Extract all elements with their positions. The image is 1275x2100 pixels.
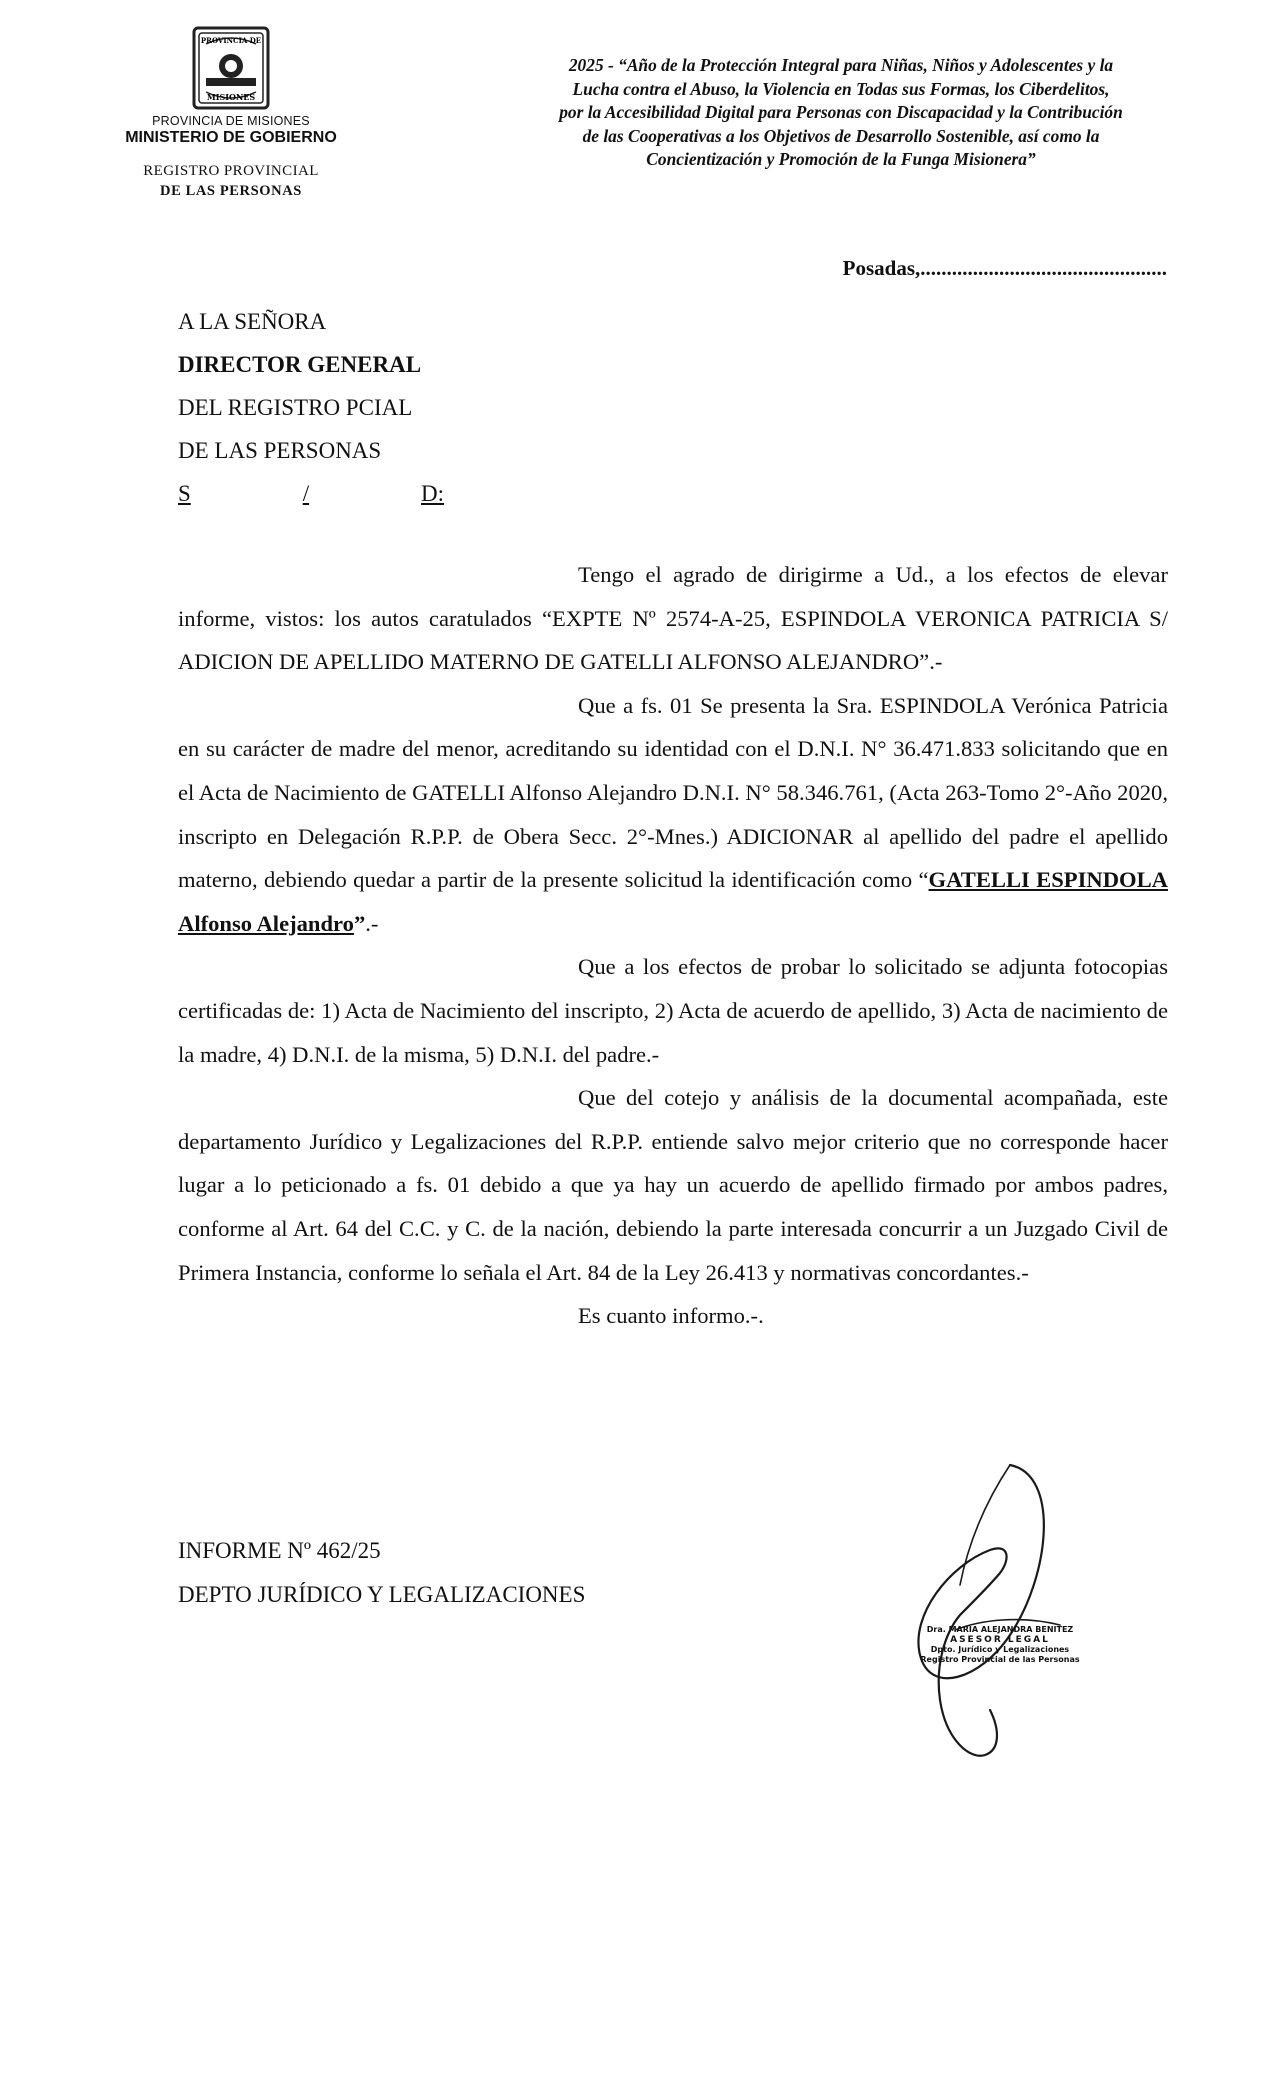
seal-top-text: PROVINCIA DE [200,36,262,45]
report-footer [178,1529,585,1617]
addressee-line: A LA SEÑORA [178,309,327,334]
year-motto [470,54,1212,172]
legal-advisor-stamp [920,1625,1080,1665]
paragraph-intro: Tengo el agrado de dirigirme a Ud., a los efectos de elevar informe, vistos: los autos caratulados “EXPTE Nº 2574-A-25, ESPINDOLA VERONICA PATRICIA S/ ADICION DE APELLIDO MATERNO DE GATELLI ALFONSO ALEJANDRO”.- [178,562,1168,675]
requested-name-text: GATELLI ESPINDOLA Alfonso Alejandro [178,867,1168,936]
paragraph-closing: Es cuanto informo.-. [578,1303,764,1329]
paragraph-request [178,684,1168,946]
province-label: PROVINCIA DE MISIONES [152,114,310,128]
registry-label-2: DE LAS PERSONAS [160,183,302,199]
motto-line: de las Cooperativas a los Objetivos de Desarrollo Sostenible, así como la [582,125,1100,146]
report-body [178,553,1168,1338]
handwritten-signature-icon [860,1455,1100,1775]
sd-s: S [178,481,191,506]
sd-d: D: [421,481,444,506]
stamp-line: Dra. MARIA ALEJANDRA BENITEZ [926,1625,1074,1634]
motto-line: Lucha contra el Abuso, la Violencia en Todas sus Formas, los Ciberdelitos, [572,78,1110,99]
sd-line [178,472,444,515]
request-text: Que a fs. 01 Se presenta la Sra. ESPINDOLA Verónica Patricia en su carácter de madre del menor, acreditando su identidad con el D.N.I. N° 36.471.833 solicitando que en el Acta de Nacimiento de GATELLI Alfonso Alejandro D.N.I. N° 58.346.761, (Acta 263-Tomo 2°-Año 2020, inscripto en Delegación R.P.P. de Obera Secc. 2°-Mnes.) ADICIONAR al apellido del padre el apellido materno, debiendo quedar a partir de la presente solicitud la identificación como [178,692,1168,893]
sd-slash: / [302,481,310,506]
motto-line: 2025 - “Año de la Protección Integral para Niñas, Niños y Adolescentes y la [568,55,1114,75]
provincial-seal-icon [176,22,286,112]
motto-line: por la Accesibilidad Digital para Personas con Discapacidad y la Contribución [559,102,1123,122]
request-end: .- [365,910,379,936]
close-quote: ” [353,910,366,936]
report-number: INFORME Nº 462/25 [178,1538,381,1563]
paragraph-attachments: Que a los efectos de probar lo solicitado se adjunta fotocopias certificadas de: 1) Acta de Nacimiento del inscripto, 2) Acta de acuerdo de apellido, 3) Acta de nacimiento de la madre, 4) D.N.I. de la misma, 5) D.N.I. del padre.- [178,954,1168,1067]
seal-bottom-text: MISIONES [206,92,256,102]
department-label: DEPTO JURÍDICO Y LEGALIZACIONES [178,1582,586,1607]
place-date: Posadas,............................................... [842,256,1167,280]
addressee-title: DIRECTOR GENERAL [178,352,422,377]
open-quote: “ [918,867,929,893]
stamp-line: Dpto. Jurídico y Legalizaciones [930,1645,1070,1654]
stamp-line: ASESOR LEGAL [950,1635,1050,1645]
stamp-line: Registro Provincial de las Personas [920,1655,1080,1664]
letterhead [96,22,366,200]
registry-label: REGISTRO PROVINCIAL [143,163,319,179]
paragraph-analysis: Que del cotejo y análisis de la documental acompañada, este departamento Jurídico y Legalizaciones del R.P.P. entiende salvo mejor criterio que no corresponde hacer lugar a lo peticionado a fs. 01 debido a que ya hay un acuerdo de apellido firmado por ambos padres, conforme al Art. 64 del C.C. y C. de la nación, debiendo la parte interesada concurrir a un Juzgado Civil de Primera Instancia, conforme lo señala el Art. 84 de la Ley 26.413 y normativas concordantes.- [178,1085,1168,1285]
addressee-line: DE LAS PERSONAS [178,438,382,463]
motto-line: Concientización y Promoción de la Funga Misionera” [646,149,1036,169]
ministry-label: MINISTERIO DE GOBIERNO [125,129,337,146]
addressee-line: DEL REGISTRO PCIAL [178,395,413,420]
addressee-block [178,300,444,515]
